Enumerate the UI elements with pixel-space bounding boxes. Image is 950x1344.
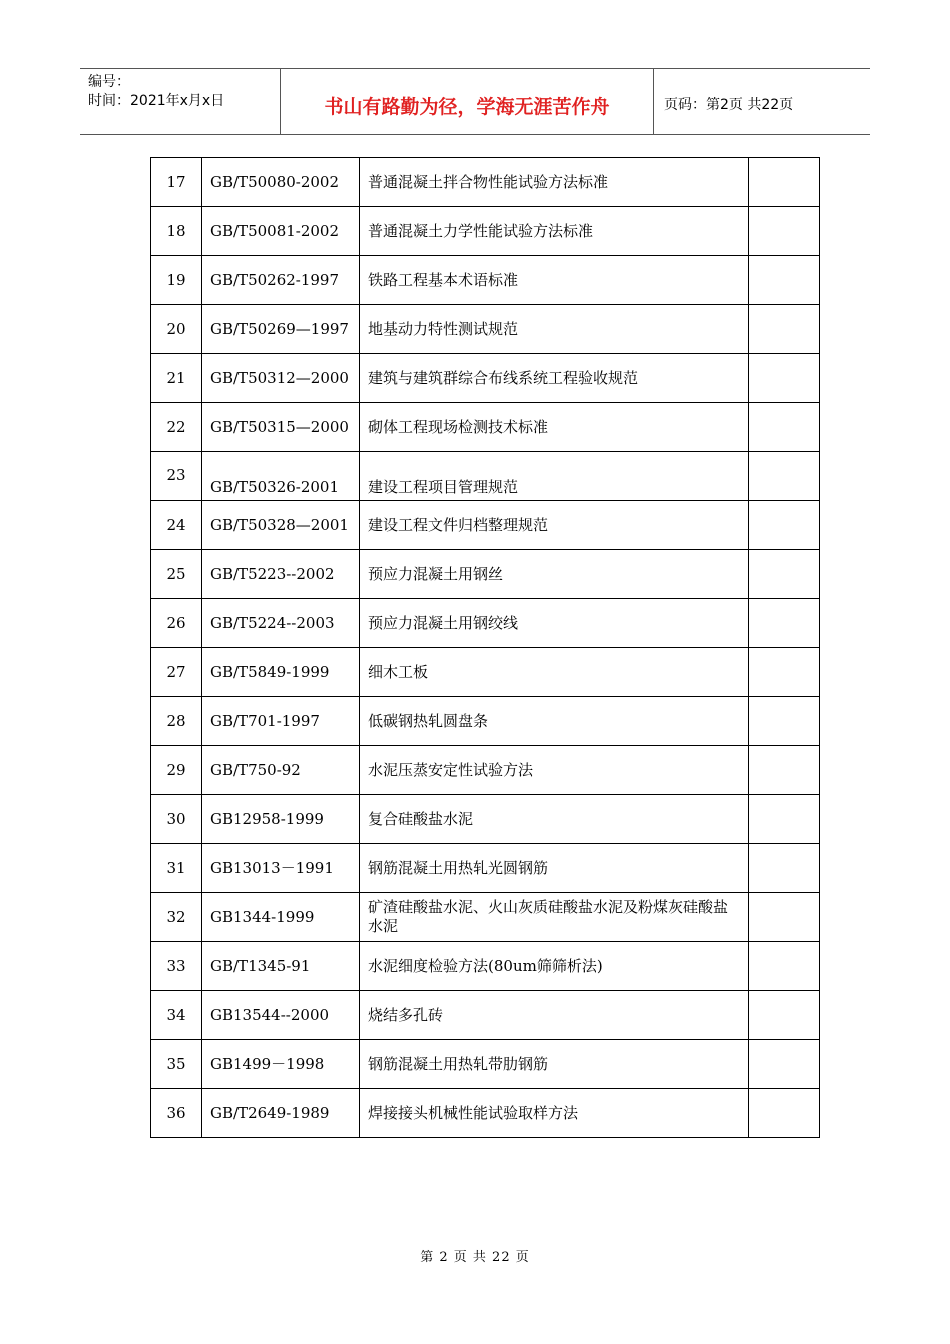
standard-code: GB/T701-1997 bbox=[202, 697, 360, 746]
standard-code: GB13544--2000 bbox=[202, 991, 360, 1040]
standard-name: 预应力混凝土用钢绞线 bbox=[360, 599, 749, 648]
row-number: 23 bbox=[151, 452, 202, 501]
standard-code: GB13013－1991 bbox=[202, 844, 360, 893]
standard-code: GB/T50315—2000 bbox=[202, 403, 360, 452]
row-number: 27 bbox=[151, 648, 202, 697]
table-row bbox=[151, 648, 820, 697]
row-note bbox=[749, 256, 820, 305]
row-number: 32 bbox=[151, 893, 202, 942]
standard-code: GB12958-1999 bbox=[202, 795, 360, 844]
row-number: 36 bbox=[151, 1089, 202, 1138]
row-note bbox=[749, 207, 820, 256]
table-row bbox=[151, 305, 820, 354]
standard-code: GB/T1345-91 bbox=[202, 942, 360, 991]
row-number: 29 bbox=[151, 746, 202, 795]
row-note bbox=[749, 403, 820, 452]
standard-name: 矿渣硅酸盐水泥、火山灰质硅酸盐水泥及粉煤灰硅酸盐水泥 bbox=[360, 893, 749, 942]
table-row bbox=[151, 991, 820, 1040]
standard-name: 水泥压蒸安定性试验方法 bbox=[360, 746, 749, 795]
table-row bbox=[151, 550, 820, 599]
row-note bbox=[749, 893, 820, 942]
table-row bbox=[151, 207, 820, 256]
table-row bbox=[151, 697, 820, 746]
table-row bbox=[151, 501, 820, 550]
standard-code: GB1344-1999 bbox=[202, 893, 360, 942]
standard-name: 水泥细度检验方法(80um筛筛析法) bbox=[360, 942, 749, 991]
row-number: 33 bbox=[151, 942, 202, 991]
header-meta bbox=[80, 69, 281, 134]
row-number: 31 bbox=[151, 844, 202, 893]
row-number: 30 bbox=[151, 795, 202, 844]
row-note bbox=[749, 599, 820, 648]
standard-name: 烧结多孔砖 bbox=[360, 991, 749, 1040]
row-note bbox=[749, 991, 820, 1040]
standard-code: GB/T5223--2002 bbox=[202, 550, 360, 599]
standard-name: 普通混凝土力学性能试验方法标准 bbox=[360, 207, 749, 256]
standard-code: GB/T50262-1997 bbox=[202, 256, 360, 305]
standard-code: GB1499－1998 bbox=[202, 1040, 360, 1089]
row-note bbox=[749, 305, 820, 354]
date-label: 时间：2021年x月x日 bbox=[88, 93, 225, 109]
row-number: 28 bbox=[151, 697, 202, 746]
standard-name: 细木工板 bbox=[360, 648, 749, 697]
standard-code: GB/T750-92 bbox=[202, 746, 360, 795]
row-note bbox=[749, 354, 820, 403]
row-number: 26 bbox=[151, 599, 202, 648]
standard-name: 预应力混凝土用钢丝 bbox=[360, 550, 749, 599]
table-row bbox=[151, 256, 820, 305]
standard-code: GB/T5224--2003 bbox=[202, 599, 360, 648]
standard-name: 钢筋混凝土用热轧光圆钢筋 bbox=[360, 844, 749, 893]
row-number: 18 bbox=[151, 207, 202, 256]
row-note bbox=[749, 795, 820, 844]
row-number: 19 bbox=[151, 256, 202, 305]
standard-name: 建设工程文件归档整理规范 bbox=[360, 501, 749, 550]
row-note bbox=[749, 1040, 820, 1089]
row-note bbox=[749, 1089, 820, 1138]
row-number: 25 bbox=[151, 550, 202, 599]
row-note bbox=[749, 501, 820, 550]
standard-name: 复合硅酸盐水泥 bbox=[360, 795, 749, 844]
row-number: 20 bbox=[151, 305, 202, 354]
row-note bbox=[749, 648, 820, 697]
standard-name: 焊接接头机械性能试验取样方法 bbox=[360, 1089, 749, 1138]
table-row bbox=[151, 746, 820, 795]
standard-code: GB/T50328—2001 bbox=[202, 501, 360, 550]
table-row bbox=[151, 354, 820, 403]
row-note bbox=[749, 844, 820, 893]
row-number: 35 bbox=[151, 1040, 202, 1089]
row-number: 17 bbox=[151, 158, 202, 207]
row-note bbox=[749, 697, 820, 746]
standard-code: GB/T50269—1997 bbox=[202, 305, 360, 354]
row-note bbox=[749, 746, 820, 795]
table-row bbox=[151, 942, 820, 991]
row-number: 22 bbox=[151, 403, 202, 452]
row-note bbox=[749, 158, 820, 207]
standard-name: 砌体工程现场检测技术标准 bbox=[360, 403, 749, 452]
standard-name: 地基动力特性测试规范 bbox=[360, 305, 749, 354]
standard-name: 建设工程项目管理规范 bbox=[360, 452, 749, 501]
standard-name: 低碳钢热轧圆盘条 bbox=[360, 697, 749, 746]
row-note bbox=[749, 942, 820, 991]
standard-code: GB/T50326-2001 bbox=[202, 452, 360, 501]
row-note bbox=[749, 550, 820, 599]
table-row bbox=[151, 599, 820, 648]
standard-code: GB/T2649-1989 bbox=[202, 1089, 360, 1138]
standard-name: 普通混凝土拌合物性能试验方法标准 bbox=[360, 158, 749, 207]
row-number: 34 bbox=[151, 991, 202, 1040]
table-row bbox=[151, 403, 820, 452]
row-number: 24 bbox=[151, 501, 202, 550]
table-row bbox=[151, 795, 820, 844]
table-row bbox=[151, 452, 820, 501]
standard-name: 铁路工程基本术语标准 bbox=[360, 256, 749, 305]
standard-code: GB/T50312—2000 bbox=[202, 354, 360, 403]
page-footer: 第 2 页 共 22 页 bbox=[420, 1250, 530, 1265]
standard-name: 建筑与建筑群综合布线系统工程验收规范 bbox=[360, 354, 749, 403]
standards-table-body bbox=[151, 158, 820, 1138]
standard-name: 钢筋混凝土用热轧带肋钢筋 bbox=[360, 1040, 749, 1089]
page-header bbox=[80, 68, 870, 135]
code-label: 编号： bbox=[88, 74, 130, 90]
header-motto: 书山有路勤为径，学海无涯苦作舟 bbox=[281, 69, 654, 134]
table-row bbox=[151, 893, 820, 942]
table-row bbox=[151, 1089, 820, 1138]
table-row bbox=[151, 158, 820, 207]
table-row bbox=[151, 844, 820, 893]
table-row bbox=[151, 1040, 820, 1089]
row-number: 21 bbox=[151, 354, 202, 403]
standard-code: GB/T5849-1999 bbox=[202, 648, 360, 697]
header-page-info: 页码：第2页 共22页 bbox=[664, 96, 794, 113]
row-note bbox=[749, 452, 820, 501]
standard-code: GB/T50081-2002 bbox=[202, 207, 360, 256]
standard-code: GB/T50080-2002 bbox=[202, 158, 360, 207]
standards-table bbox=[150, 157, 820, 1138]
